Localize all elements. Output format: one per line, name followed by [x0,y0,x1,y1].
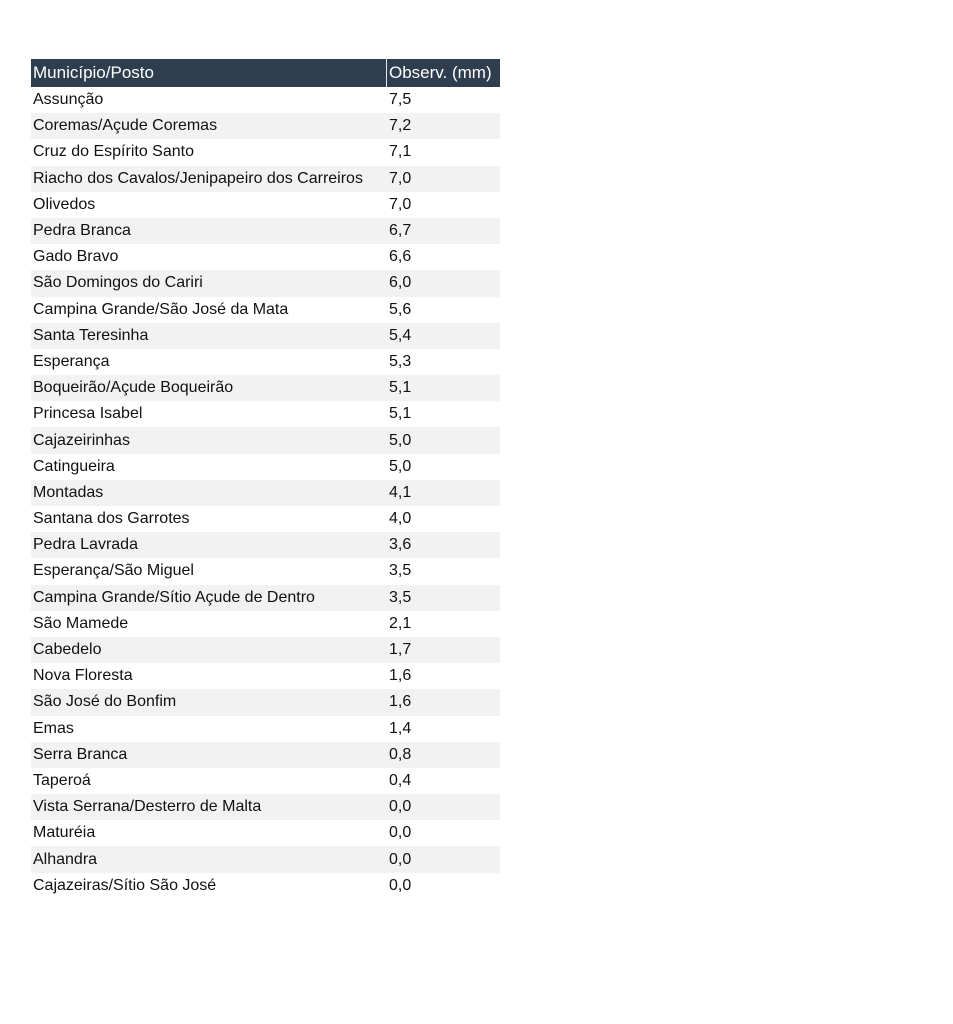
cell-municipio: Santa Teresinha [33,326,149,344]
table-row [31,244,500,270]
cell-observ: 5,6 [389,300,412,318]
cell-observ: 6,0 [389,274,412,292]
cell-observ: 7,0 [389,169,412,187]
cell-observ: 5,0 [389,457,412,475]
cell-observ: 5,1 [389,379,412,397]
cell-municipio: Assunção [33,91,104,109]
cell-observ: 4,1 [389,483,412,501]
cell-observ: 0,0 [389,798,412,816]
cell-municipio: Cabedelo [33,641,102,659]
header-observ: Observ. (mm) [389,63,492,82]
cell-municipio: Alhandra [33,850,98,868]
rainfall-table [31,59,500,899]
cell-observ: 4,0 [389,510,412,528]
cell-municipio: Cruz do Espírito Santo [33,143,194,161]
cell-municipio: Olivedos [33,195,96,213]
table-row [31,218,500,244]
table-row [31,716,500,742]
cell-observ: 1,7 [389,641,412,659]
cell-municipio: Gado Bravo [33,248,119,266]
cell-observ: 3,5 [389,588,412,606]
cell-observ: 1,6 [389,667,412,685]
cell-municipio: Taperoá [33,771,91,789]
cell-observ: 7,5 [389,91,412,109]
table-row [31,270,500,296]
cell-municipio: Santana dos Garrotes [33,510,190,528]
cell-municipio: Emas [33,719,74,737]
table-row [31,401,500,427]
table-row [31,794,500,820]
cell-observ: 0,0 [389,824,412,842]
cell-observ: 2,1 [389,614,412,632]
cell-municipio: São Mamede [33,614,129,632]
table-row [31,846,500,872]
table-row [31,297,500,323]
cell-observ: 3,6 [389,536,412,554]
cell-observ: 5,0 [389,431,412,449]
cell-observ: 0,8 [389,745,412,763]
table-row [31,611,500,637]
table-header [31,59,500,87]
table-row [31,349,500,375]
cell-observ: 7,0 [389,195,412,213]
table-row [31,166,500,192]
cell-observ: 7,2 [389,117,412,135]
table-body [31,87,500,899]
cell-municipio: Riacho dos Cavalos/Jenipapeiro dos Carreiros [33,169,363,187]
header-municipio: Município/Posto [31,59,387,87]
cell-observ: 1,4 [389,719,412,737]
cell-municipio: Vista Serrana/Desterro de Malta [33,798,262,816]
table-row [31,323,500,349]
cell-municipio: Princesa Isabel [33,405,143,423]
table-row [31,532,500,558]
table-row [31,558,500,584]
table-row [31,87,500,113]
table-row [31,820,500,846]
cell-observ: 5,3 [389,352,412,370]
cell-observ: 0,4 [389,771,412,789]
table-row [31,113,500,139]
cell-municipio: Cajazeiras/Sítio São José [33,876,217,894]
cell-observ: 1,6 [389,693,412,711]
table-row [31,768,500,794]
cell-municipio: Serra Branca [33,745,128,763]
cell-observ: 6,6 [389,248,412,266]
cell-observ: 6,7 [389,222,412,240]
cell-municipio: Maturéia [33,824,96,842]
cell-municipio: Esperança [33,352,110,370]
table-row [31,480,500,506]
cell-observ: 5,4 [389,326,412,344]
cell-municipio: Catingueira [33,457,115,475]
table-row [31,427,500,453]
cell-municipio: Nova Floresta [33,667,133,685]
cell-observ: 3,5 [389,562,412,580]
table-row [31,506,500,532]
cell-municipio: Montadas [33,483,104,501]
table-row [31,873,500,899]
cell-municipio: Cajazeirinhas [33,431,130,449]
cell-municipio: Pedra Branca [33,222,131,240]
cell-observ: 7,1 [389,143,412,161]
table-row [31,585,500,611]
cell-observ: 5,1 [389,405,412,423]
cell-municipio: Campina Grande/São José da Mata [33,300,289,318]
cell-municipio: Coremas/Açude Coremas [33,117,218,135]
cell-municipio: Pedra Lavrada [33,536,138,554]
table-row [31,139,500,165]
table-row [31,689,500,715]
table-row [31,375,500,401]
table-row [31,637,500,663]
table-row [31,192,500,218]
cell-municipio: São Domingos do Cariri [33,274,203,292]
cell-municipio: Boqueirão/Açude Boqueirão [33,379,234,397]
cell-municipio: São José do Bonfim [33,693,177,711]
cell-observ: 0,0 [389,850,412,868]
cell-municipio: Campina Grande/Sítio Açude de Dentro [33,588,315,606]
table-row [31,742,500,768]
table-row [31,454,500,480]
table-row [31,663,500,689]
cell-observ: 0,0 [389,876,412,894]
cell-municipio: Esperança/São Miguel [33,562,194,580]
